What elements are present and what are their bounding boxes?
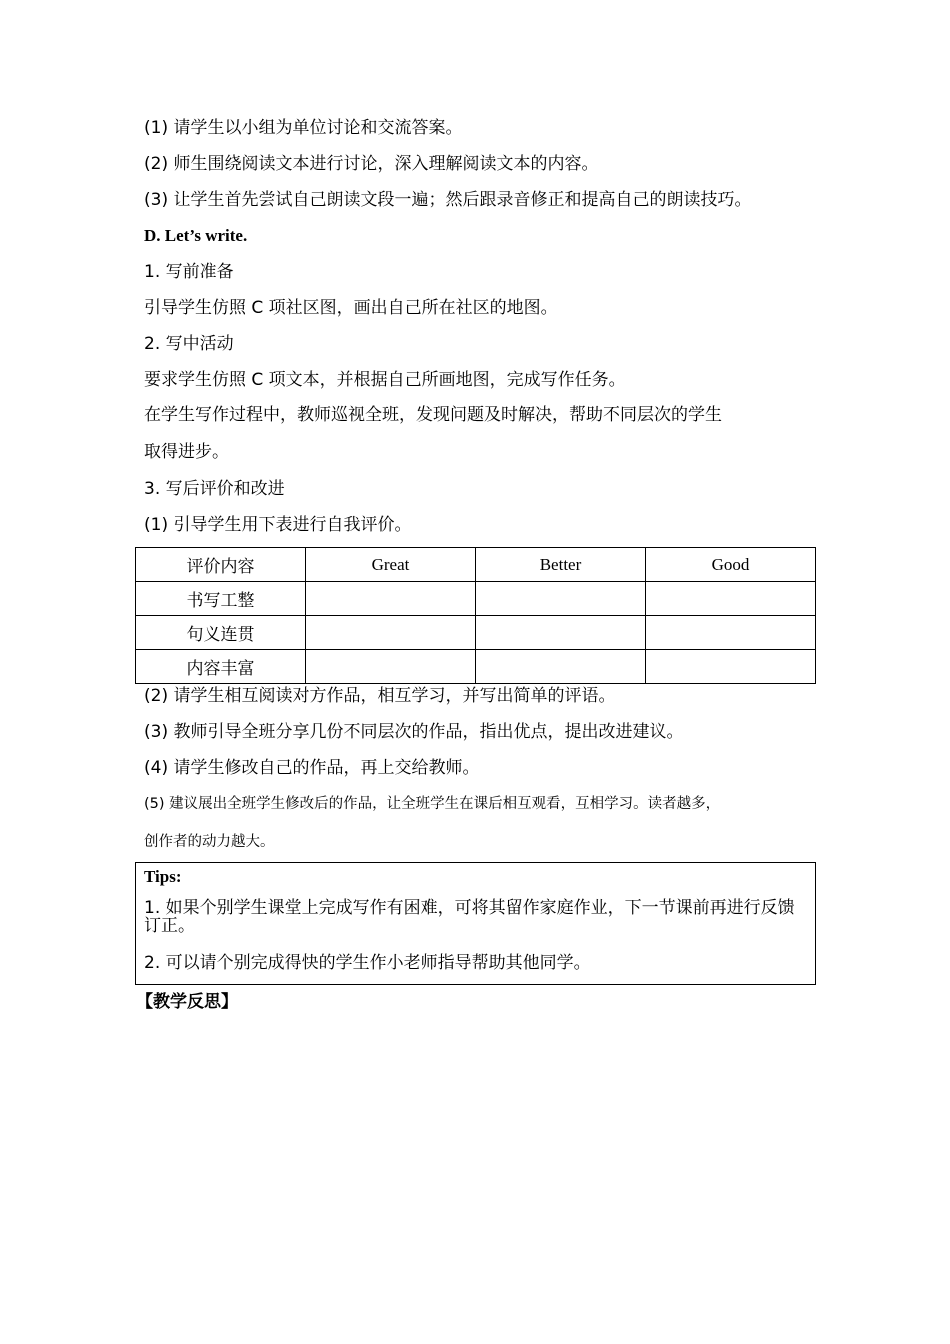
table-row-label: 书写工整 (136, 582, 306, 616)
tips-title: Tips: (144, 867, 182, 886)
after-step-4: (4) 请学生修改自己的作品，再上交给教师。 (144, 758, 480, 778)
tips-box (135, 862, 816, 985)
section-d-title: D. Let’s write. (144, 226, 248, 245)
after-step-5a: (5) 建议展出全班学生修改后的作品，让全班学生在课后相互观看，互相学习。读者越多， (144, 796, 721, 812)
table-cell (306, 650, 476, 684)
during-text-1: 要求学生仿照 C 项文本，并根据自己所画地图，完成写作任务。 (144, 370, 626, 390)
tips-item: 1. 如果个别学生课堂上完成写作有困难，可将其留作家庭作业，下一节课前再进行反馈订正。 (144, 898, 795, 936)
tips-item: 2. 可以请个别完成得快的学生作小老师指导帮助其他同学。 (144, 953, 591, 973)
table-cell (646, 650, 816, 684)
table-row-label: 句义连贯 (136, 616, 306, 650)
during-title: 2. 写中活动 (144, 334, 234, 354)
table-header-cell: Better (476, 548, 646, 582)
after-step-5b: 创作者的动力越大。 (144, 834, 275, 850)
table-cell (306, 582, 476, 616)
table-cell (646, 582, 816, 616)
during-text-2b: 取得进步。 (144, 442, 229, 462)
table-row-label: 内容丰富 (136, 650, 306, 684)
table-row (136, 650, 816, 684)
prep-text: 引导学生仿照 C 项社区图，画出自己所在社区的地图。 (144, 298, 558, 318)
step-c-2: (2) 师生围绕阅读文本进行讨论，深入理解阅读文本的内容。 (144, 154, 599, 174)
table-cell (476, 616, 646, 650)
after-step-1: (1) 引导学生用下表进行自我评价。 (144, 515, 412, 535)
table-header-cell: 评价内容 (136, 548, 306, 582)
after-step-3: (3) 教师引导全班分享几份不同层次的作品，指出优点，提出改进建议。 (144, 722, 684, 742)
prep-title: 1. 写前准备 (144, 262, 234, 282)
step-c-3: (3) 让学生首先尝试自己朗读文段一遍；然后跟录音修正和提高自己的朗读技巧。 (144, 190, 752, 210)
table-cell (646, 616, 816, 650)
table-row (136, 582, 816, 616)
table-header-cell: Great (306, 548, 476, 582)
table-cell (476, 650, 646, 684)
reflection-heading: 【教学反思】 (136, 992, 238, 1012)
during-text-2a: 在学生写作过程中，教师巡视全班，发现问题及时解决，帮助不同层次的学生 (144, 405, 722, 425)
evaluation-table (135, 547, 816, 684)
table-header-cell: Good (646, 548, 816, 582)
after-step-2: (2) 请学生相互阅读对方作品，相互学习，并写出简单的评语。 (144, 686, 616, 706)
table-header-row (136, 548, 816, 582)
table-cell (306, 616, 476, 650)
step-c-1: (1) 请学生以小组为单位讨论和交流答案。 (144, 118, 463, 138)
after-title: 3. 写后评价和改进 (144, 479, 285, 499)
table-cell (476, 582, 646, 616)
table-row (136, 616, 816, 650)
